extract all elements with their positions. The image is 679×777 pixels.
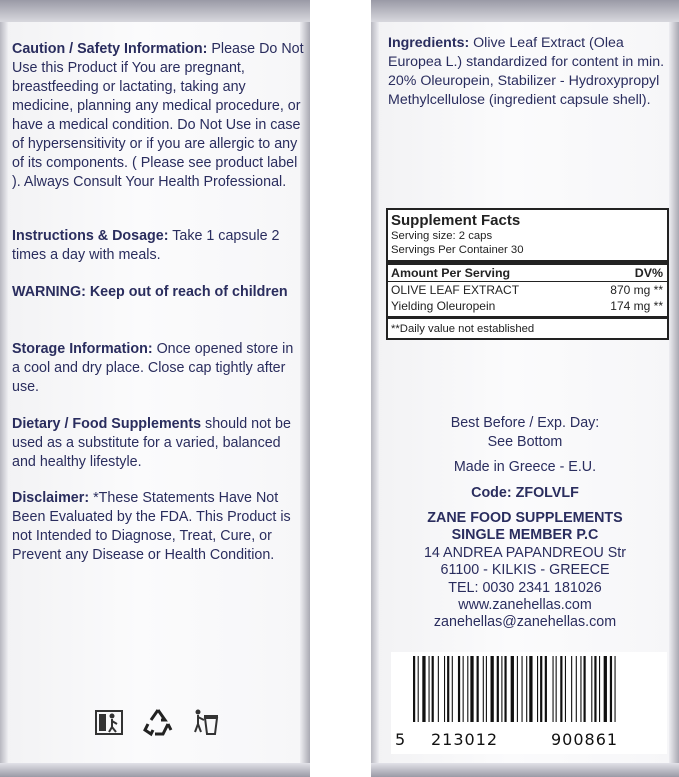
telephone: TEL: 0030 2341 181026 [448,580,602,596]
facts-row [388,282,667,298]
best-before-label: Best Before / Exp. Day: [450,415,600,431]
barcode-bar [522,656,523,722]
barcode-bar [540,656,542,722]
barcode-bar [571,656,572,722]
address-line2: 61100 - KILKIS - GREECE [440,562,610,578]
barcode-bar [483,656,484,722]
dietary-text: should not be used as a substitute for a varied, balanced and healthy lifestyle. [12,416,291,470]
barcode-bar [591,656,592,722]
caution-section [12,40,304,192]
website: www.zanehellas.com [458,597,592,613]
barcode-bar [422,656,425,722]
barcode-bar [580,656,581,722]
servings-per-container: Servings Per Container 30 [391,244,524,256]
facts-row [388,298,667,314]
caution-heading: Caution / Safety Information: [12,41,208,57]
facts-row-name: OLIVE LEAF EXTRACT [391,283,520,297]
barcode-bar [599,656,600,722]
facts-header-row [388,265,667,282]
right-box-panel [371,0,679,777]
barcode-bar [444,656,445,722]
barcode-bars [413,656,651,722]
disclaimer-section [12,489,304,565]
address-line1: 14 ANDREA PAPANDREOU Str [423,545,627,561]
barcode-bar [463,656,464,722]
ingredients-section [388,34,666,110]
left-box-panel [0,0,310,777]
barcode-bar [458,656,460,722]
ingredients-heading: Ingredients: [388,35,470,51]
facts-row-amount: 174 mg ** [610,299,663,313]
bin-disposal-icon [189,706,223,738]
warning-section [12,283,304,302]
barcode-bar [556,656,557,722]
facts-title: Supplement Facts [391,212,521,229]
disposal-icons [93,706,223,738]
barcode-bar [553,656,554,722]
barcode-bar [610,656,612,722]
ingredients-text: Olive Leaf Extract (Olea Europea L.) standardized for content in min. 20% Oleuropein, Stabilizer - Hydroxypropyl Methylcellulose (ingredient capsule shell). [388,35,665,108]
dietary-section [12,415,304,472]
instructions-heading: Instructions & Dosage: [12,228,169,244]
col-dv: DV% [634,266,663,280]
barcode [391,652,667,754]
tidy-man-icon [93,706,127,738]
email: zanehellas@zanehellas.com [433,614,617,630]
barcode-bar [594,656,596,722]
facts-row-name: Yielding Oleuropein [391,299,496,313]
caution-text: Please Do Not Use this Product if You are pregnant, breastfeeding or lactating, taking any medicine, planning any medical procedure, or have a medical condition. Do Not Use in case of hypersensitivity or if you are allergic to any of its components. ( Please see product label ). Always Consult Your Health Professional. [12,41,304,190]
warning-text: WARNING: Keep out of reach of children [12,284,288,300]
barcode-bar [504,656,506,722]
made-in-label: Made in Greece - E.U. [453,459,597,475]
barcode-bar [418,656,419,722]
barcode-bar [470,656,473,722]
storage-text: Once opened store in a cool and dry place. Close cap tightly after use. [12,341,294,395]
barcode-bar [529,656,532,722]
recycle-icon [141,706,175,738]
company-name-line1: ZANE FOOD SUPPLEMENTS [427,510,623,526]
barcode-bar [477,656,479,722]
barcode-bar [584,656,586,722]
barcode-bar [560,656,562,722]
barcode-bar [497,656,499,722]
barcode-bar [467,656,468,722]
instructions-section [12,227,304,265]
see-bottom-label: See Bottom [487,434,563,450]
barcode-bar [501,656,502,722]
barcode-bar [432,656,434,722]
facts-note: **Daily value not established [391,323,535,335]
supplement-facts-table [386,208,669,340]
dietary-heading: Dietary / Food Supplements [12,416,202,432]
barcode-bar [511,656,514,722]
barcode-bar [537,656,538,722]
barcode-group1: 213012 [431,730,499,749]
barcode-bar [565,656,566,722]
barcode-bar [576,656,577,722]
barcode-bar [447,656,449,722]
barcode-bar [604,656,607,722]
barcode-bar [486,656,487,722]
barcode-group2: 900861 [551,730,619,749]
barcode-bar [429,656,430,722]
barcode-bar [438,656,439,722]
barcode-bar [413,656,415,722]
barcode-bar [615,656,616,722]
company-name-line2: SINGLE MEMBER P.C [451,527,599,543]
disclaimer-text: *These Statements Have Not Been Evaluated by the FDA. This Product is not Intended to Diagnose, Treat, Cure, or Prevent any Disease or Health Condition. [12,490,291,563]
barcode-bar [452,656,453,722]
col-amount: Amount Per Serving [391,266,511,280]
barcode-bar [517,656,518,722]
storage-section [12,340,304,397]
facts-row-amount: 870 mg ** [610,283,663,297]
barcode-bar [545,656,547,722]
instructions-text: Take 1 capsule 2 times a day with meals. [12,228,280,263]
barcode-first-digit: 5 [395,730,407,749]
barcode-bar [491,656,494,722]
barcode-bar [526,656,527,722]
product-code: Code: ZFOLVLF [471,485,579,501]
storage-heading: Storage Information: [12,341,153,357]
serving-size: Serving size: 2 caps [391,230,493,242]
disclaimer-heading: Disclaimer: [12,490,90,506]
